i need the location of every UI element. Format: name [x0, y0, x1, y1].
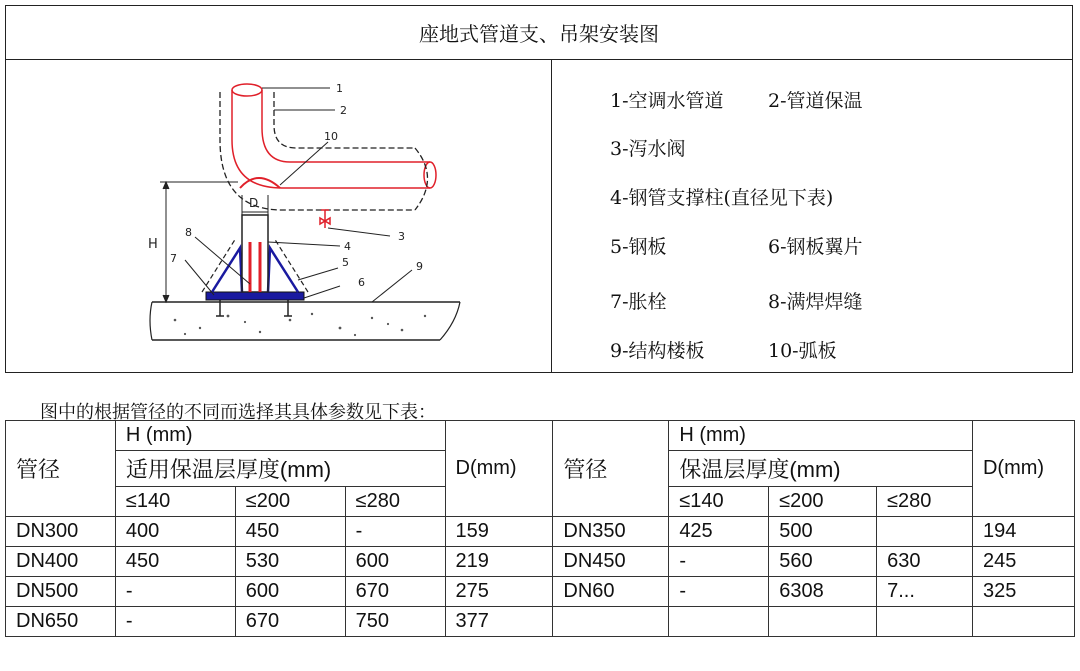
callout-5: 5 [342, 256, 349, 269]
cell-h140: - [669, 547, 769, 577]
cell-h200: 670 [235, 607, 345, 637]
callout-6: 6 [358, 276, 365, 289]
callout-7: 7 [170, 252, 177, 265]
cell-d: 245 [972, 547, 1074, 577]
dim-h-label: H [148, 237, 158, 252]
cell-h140 [669, 607, 769, 637]
cell-h280 [877, 607, 973, 637]
legend-item-2: 2-管道保温 [768, 90, 863, 112]
cell-dn: DN60 [553, 577, 669, 607]
legend-item-9: 9-结构楼板 [610, 340, 705, 362]
cell-dn: DN300 [6, 517, 116, 547]
drain-valve [320, 210, 330, 228]
table-row [6, 517, 1075, 547]
structural-slab [150, 302, 460, 340]
cell-h200: 530 [235, 547, 345, 577]
cell-h200: 450 [235, 517, 345, 547]
callout-1: 1 [336, 82, 343, 95]
header-t140-left: ≤140 [115, 487, 235, 517]
callout-8: 8 [185, 226, 192, 239]
cell-h280: 630 [877, 547, 973, 577]
cell-d [972, 607, 1074, 637]
header-thickness-right: 保温层厚度(mm) [669, 451, 973, 487]
cell-h200 [769, 607, 877, 637]
callout-3: 3 [398, 230, 405, 243]
header-t140-right: ≤140 [669, 487, 769, 517]
legend-item-10: 10-弧板 [768, 340, 837, 362]
legend-item-3: 3-泻水阀 [610, 138, 686, 160]
cell-dn: DN500 [6, 577, 116, 607]
header-h-left: H (mm) [115, 421, 445, 451]
legend-item-4: 4-钢管支撑柱(直径见下表) [610, 187, 834, 209]
callout-10: 10 [324, 130, 338, 143]
legend-item-7: 7-胀栓 [610, 291, 667, 313]
cell-dn: DN400 [6, 547, 116, 577]
table-row [6, 607, 1075, 637]
cell-h140: 400 [115, 517, 235, 547]
cell-h140: - [669, 577, 769, 607]
cell-h280: 750 [345, 607, 445, 637]
steel-plate [206, 292, 304, 300]
legend-item-5: 5-钢板 [610, 236, 667, 258]
header-pipe-right: 管径 [553, 421, 669, 517]
table-row [6, 547, 1075, 577]
cell-h280 [877, 517, 973, 547]
cell-h140: - [115, 607, 235, 637]
cell-h140: 425 [669, 517, 769, 547]
table-row [6, 577, 1075, 607]
callout-9: 9 [416, 260, 423, 273]
header-t200-left: ≤200 [235, 487, 345, 517]
cell-dn [553, 607, 669, 637]
cell-h140: 450 [115, 547, 235, 577]
header-h-right: H (mm) [669, 421, 973, 451]
spec-table [5, 420, 1075, 637]
callout-4: 4 [344, 240, 351, 253]
cell-d: 325 [972, 577, 1074, 607]
cell-h280: 600 [345, 547, 445, 577]
cell-h140: - [115, 577, 235, 607]
cell-d: 194 [972, 517, 1074, 547]
cell-h200: 500 [769, 517, 877, 547]
cell-h200: 600 [235, 577, 345, 607]
callout-2: 2 [340, 104, 347, 117]
dim-d-label: D [249, 196, 259, 210]
cell-d: 219 [445, 547, 553, 577]
cell-d: 275 [445, 577, 553, 607]
cell-d: 159 [445, 517, 553, 547]
drawing-title: 座地式管道支、吊架安装图 [6, 6, 1072, 60]
header-t280-right: ≤280 [877, 487, 973, 517]
legend-item-8: 8-满焊焊缝 [768, 291, 863, 313]
cell-dn: DN650 [6, 607, 116, 637]
table-caption: 图中的根据管径的不同而选择其具体参数见下表： [40, 402, 436, 423]
cell-dn: DN350 [553, 517, 669, 547]
legend-item-6: 6-钢板翼片 [768, 236, 863, 258]
cell-h280: 7... [877, 577, 973, 607]
frame-divider [551, 60, 552, 373]
header-d-left: D(mm) [445, 421, 553, 517]
cell-h280: - [345, 517, 445, 547]
cell-h200: 560 [769, 547, 877, 577]
cell-d: 377 [445, 607, 553, 637]
legend-item-1: 1-空调水管道 [610, 90, 724, 112]
cell-dn: DN450 [553, 547, 669, 577]
header-t280-left: ≤280 [345, 487, 445, 517]
header-pipe-left: 管径 [6, 421, 116, 517]
dimension-h [160, 182, 238, 302]
header-thickness-left: 适用保温层厚度(mm) [115, 451, 445, 487]
header-d-right: D(mm) [972, 421, 1074, 517]
header-t200-right: ≤200 [769, 487, 877, 517]
cell-h280: 670 [345, 577, 445, 607]
support-diagram [140, 70, 480, 360]
cell-h200: 6308 [769, 577, 877, 607]
